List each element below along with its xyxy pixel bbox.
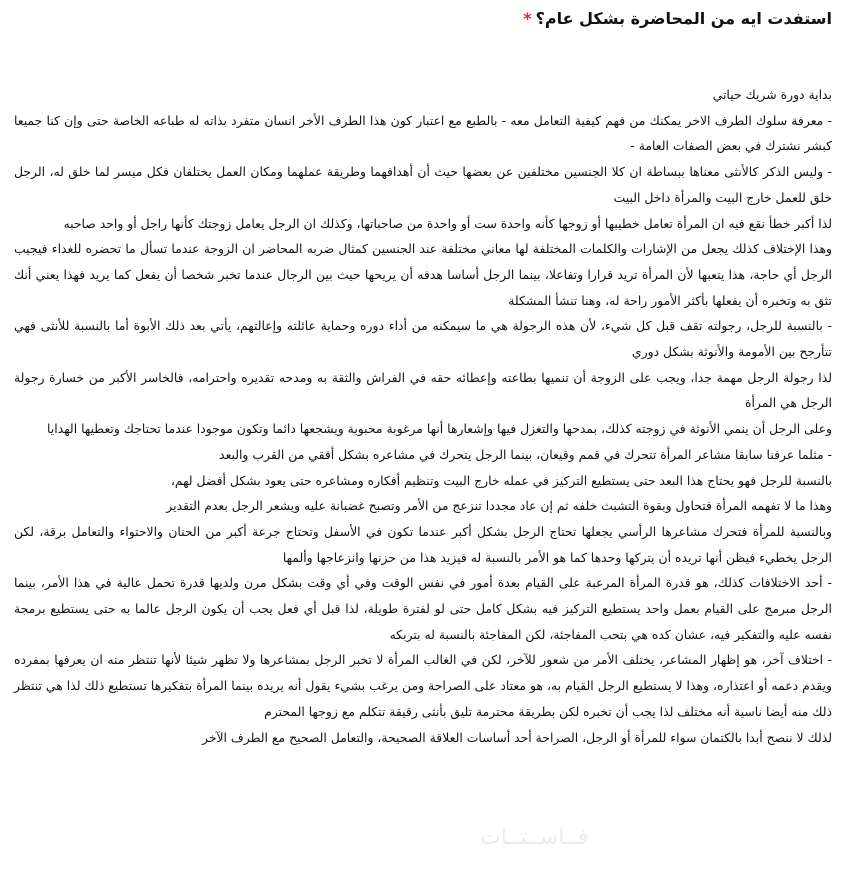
answer-text [14,82,832,750]
answer-paragraph: - أحد الاختلافات كذلك، هو قدرة المرأة المرعبة على القيام بعدة أمور في نفس الوقت وفي أي وقت بشكل مرن ولديها قدرة تحمل عالية في هذا الأمر، بينما الرجل مبرمج على القيام بعمل واحد يستطيع التركيز فيه بشكل كامل حتى لو لفترة طويلة، لذا قبل أي فعل يجب أن يكون الرجل عالما به حتى يستطيع برمجة نفسه عليه والتفكير فيه، عشان كده هي بتحب المفاجئة، لكن المفاجئة بالنسبة له بتربكه [14,575,832,642]
watermark: فــاســتــات [480,825,589,850]
answer-paragraph: بالنسبة للرجل فهو يحتاج هذا البعد حتى يستطيع التركيز في عمله خارج البيت وتنظيم أفكاره ومشاعره حتى يعود بشكل أفضل لهم، [170,472,832,488]
answer-paragraph: - مثلما عرفنا سابقا مشاعر المرأة تتحرك في قمم وقيعان، بينما الرجل يتحرك في مشاعره بشكل أفقي من القرب والبعد [218,446,832,462]
answer-paragraph: وعلى الرجل أن ينمي الأنوثة في زوجته كذلك، بمدحها والتغزل فيها وإشعارها أنها مرغوبة محبوبة ويشجعها دائما وتكون موجودا عندما تحتاجك وتعطيها الهدايا [47,421,832,437]
answer-paragraph: وهذا ما لا تفهمه المرأة فتحاول وبقوة التشبث خلفه ثم إن عاد مجددا تنزعج من الأمر وتصبح غضبانة عليه ويشعر الرجل بعدم التقدير [166,498,832,514]
answer-paragraph: بداية دورة شريك حياتي [712,87,832,102]
answer-paragraph: لذا أكبر خطأ نقع فيه ان المرأة تعامل خطيبها أو زوجها كأنه واحدة ست أو واحدة من صاحباتها، وكذلك ان الرجل يعامل زوجتك كأنها راجل أو واحد صاحبه [63,215,832,231]
answer-paragraph: - وليس الذكر كالأنثى معناها ببساطة ان كلا الجنسين مختلفين عن بعضها حيث أن أهدافهما وطريقة عملهما ومكان العمل يختلفان فكل ميسر لما خلق له، الرجل خلق للعمل خارج البيت والمرأة داخل البيت [14,164,832,205]
question-title [14,8,832,30]
answer-paragraph: لذلك لا ننصح أبدا بالكتمان سواء للمرأة أو الرجل، الصراحة أحد أساسات العلاقة الصحيحة، والتعامل الصحيح مع الطرف الآخر [201,729,832,745]
answer-paragraph: وبالنسبة للمرأة فتحرك مشاعرها الرأسي يجعلها تحتاج الرجل بشكل أكبر عندما تكون في الأسفل وتحتاج جرعة أكبر من الحنان والاحتواء والتعامل برقة، لكن الرجل يخطيء فيظن أنها تريده أن يتركها وحدها كما هو الأمر بالنسبة له فيزيد هذا من حزنها وانزعاجها وألمها [14,523,832,565]
answer-paragraph: لذا رجولة الرجل مهمة جدا، ويجب على الزوجة أن تنميها بطاعته وإعطائه حقه في الفراش والثقة به ومدحه تقديره واحترامه، فالخاسر الأكبر من خسارة رجولة الرجل هي المرأة [14,369,832,411]
answer-paragraph: - معرفة سلوك الطرف الاخر يمكنك من فهم كيفية التعامل معه - بالطبع مع اعتبار كون هذا الطرف الأخر انسان متفرد بذاته له طباعه الخاصة حتى وإن كنا جميعا كبشر نشترك في بعض الصفات العامة - [14,112,832,154]
question-text: استفدت ايه من المحاضرة بشكل عام؟ [535,9,832,28]
answer-paragraph: وهذا الإختلاف كذلك يجعل من الإشارات والكلمات المختلفة لها معاني مختلفة عند الجنسين كمثال ضربه المحاضر ان الزوجة عندما تسأل ما تحضره للغداء فيجيب الرجل أي حاجة، هذا يتعبها لأن المرأة تريد قرارا وتفاعلا، بينما الرجل أساسا هدفه أن يريحها حيث بين الرجال عندما تخبر شخصا أن يفعل كما يريد فهذا يعني أنك تثق به وتخبره أن يفعلها بأكثر الأمور راحة له، وهنا تنشأ المشكلة [14,241,832,308]
answer-paragraph: - بالنسبة للرجل، رجولته تقف قبل كل شيء، لأن هذه الرجولة هي ما سيمكنه من أداء دوره وحماية عائلته وإعالتهم، يأتي بعد ذلك الأبوة أما بالنسبة للأنثى فهي تتأرجح بين الأمومة والأنوثة بشكل دوري [14,318,832,360]
answer-paragraph: - اختلاف آخر، هو إظهار المشاعر، يختلف الأمر من شعور للآخر، لكن في الغالب المرأة لا تخبر الرجل بمشاعرها ولا تظهر شيئا لأنها تنتظر منه ان يعرفها بمفرده ويقدم دعمه أو اعتذاره، وهذا لا يستطيع الرجل القيام به، هو معتاد على الصراحة ومن يرغب بشيء يقول أنه يريده بينما المرأة بتفكيرها تستطيع ذلك لذا هي تنتظر ذلك منه أيضا ناسية أنه مختلف لذا يجب أن تخبره لكن بطريقة محترمة تليق بأنثى رقيقة تتكلم مع زوجها المحترم [14,652,832,719]
required-asterisk: * [523,9,532,28]
